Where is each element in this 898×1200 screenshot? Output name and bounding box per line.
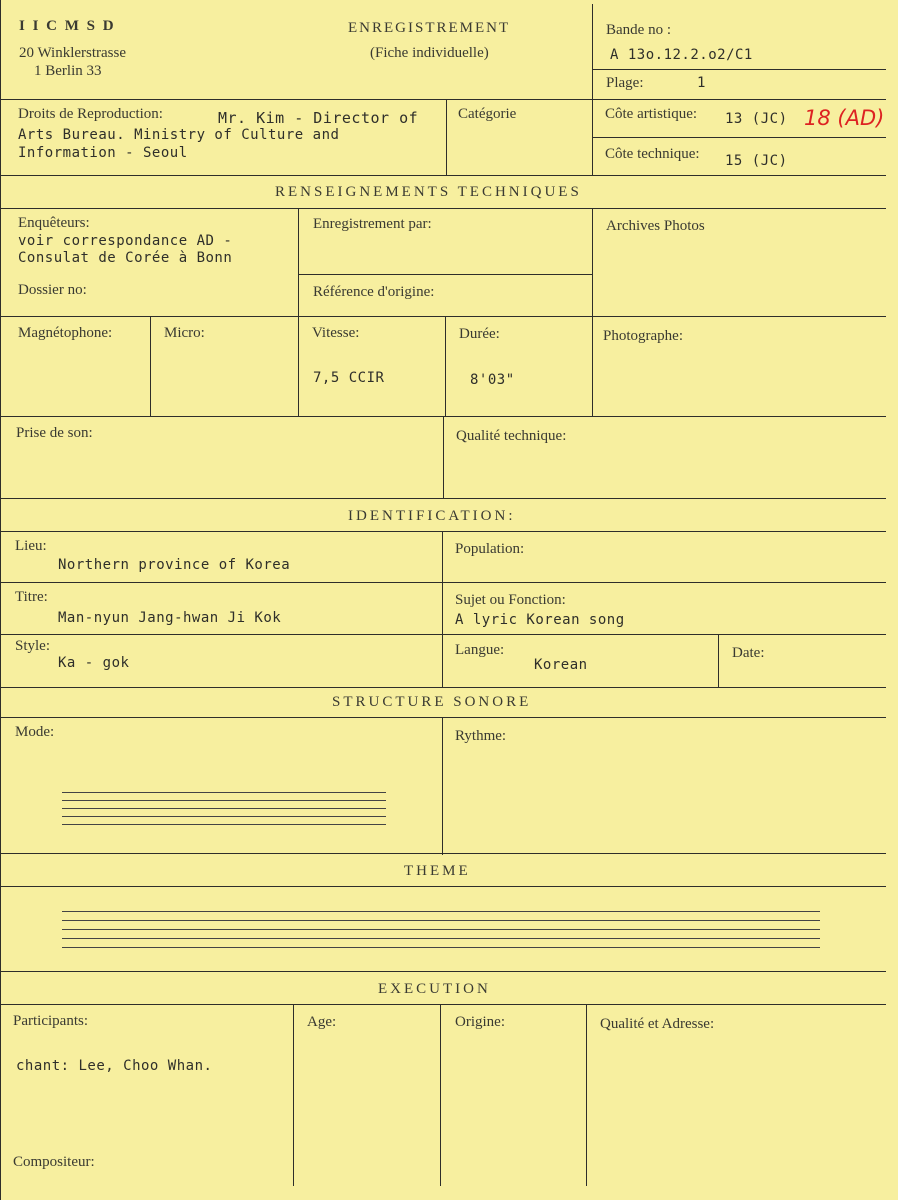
institution-logo: I I C M S D (19, 18, 116, 34)
langue-label: Langue: (455, 642, 505, 658)
divider (0, 531, 886, 532)
style-label: Style: (15, 638, 51, 654)
mode-label: Mode: (15, 724, 55, 740)
divider (718, 634, 719, 687)
divider (0, 0, 1, 1200)
section-title-theme: THEME (404, 863, 471, 879)
cote-artistique-label: Côte artistique: (605, 106, 698, 122)
plage-label: Plage: (606, 75, 644, 91)
divider (298, 208, 299, 416)
divider (446, 99, 447, 175)
divider (0, 498, 886, 499)
lieu-value: Northern province of Korea (58, 557, 291, 573)
divider (293, 1004, 294, 1186)
photographe-label: Photographe: (603, 328, 683, 344)
vitesse-label: Vitesse: (312, 325, 360, 341)
divider (442, 717, 443, 855)
divider (298, 274, 592, 275)
section-title-structure: STRUCTURE SONORE (332, 694, 532, 710)
divider (0, 316, 886, 317)
divider (150, 316, 151, 416)
titre-label: Titre: (15, 589, 48, 605)
age-label: Age: (307, 1014, 337, 1030)
divider (592, 208, 593, 416)
enqueteurs-line2: Consulat de Corée à Bonn (18, 250, 233, 266)
reference-label: Référence d'origine: (313, 284, 435, 300)
section-title-technical: RENSEIGNEMENTS TECHNIQUES (275, 184, 582, 200)
duree-label: Durée: (459, 326, 500, 342)
section-title-execution: EXECUTION (378, 981, 491, 997)
rights-line1: Mr. Kim - Director of (218, 109, 419, 127)
titre-value: Man-nyun Jang-hwan Ji Kok (58, 610, 282, 626)
cote-technique-value: 15 (JC) (725, 153, 788, 169)
magnetophone-label: Magnétophone: (18, 325, 113, 341)
divider (440, 1004, 441, 1186)
population-label: Population: (455, 541, 525, 557)
divider (592, 137, 886, 138)
participants-label: Participants: (13, 1013, 88, 1029)
duree-value: 8'03" (470, 372, 515, 388)
form-title: ENREGISTREMENT (348, 20, 511, 36)
origine-label: Origine: (455, 1014, 505, 1030)
divider (0, 99, 886, 100)
form-subtitle: (Fiche individuelle) (370, 45, 489, 61)
rights-line2: Arts Bureau. Ministry of Culture and (18, 127, 340, 143)
cote-technique-label: Côte technique: (605, 146, 700, 162)
enqueteurs-line1: voir correspondance AD - (18, 233, 233, 249)
rights-line3: Information - Seoul (18, 145, 188, 161)
divider (0, 687, 886, 688)
divider (0, 886, 886, 887)
address-line2: 1 Berlin 33 (34, 63, 102, 79)
divider (592, 4, 593, 100)
compositeur-label: Compositeur: (13, 1154, 95, 1170)
rythme-label: Rythme: (455, 728, 507, 744)
divider (0, 175, 886, 176)
dossier-label: Dossier no: (18, 282, 87, 298)
lieu-label: Lieu: (15, 538, 47, 554)
qualite-technique-label: Qualité technique: (456, 428, 567, 444)
cote-artistique-handwritten: 18 (AD) (804, 106, 885, 130)
divider (442, 531, 443, 687)
enregistrement-par-label: Enregistrement par: (313, 216, 432, 232)
divider (0, 717, 886, 718)
divider (0, 634, 886, 635)
divider (0, 208, 886, 209)
prise-de-son-label: Prise de son: (16, 425, 93, 441)
section-title-identification: IDENTIFICATION: (348, 508, 516, 524)
sujet-value: A lyric Korean song (455, 612, 625, 628)
bande-value: A 13o.12.2.o2/C1 (610, 47, 753, 63)
style-value: Ka - gok (58, 655, 130, 671)
divider (0, 582, 886, 583)
categorie-label: Catégorie (458, 106, 517, 122)
enqueteurs-label: Enquêteurs: (18, 215, 90, 231)
divider (443, 416, 444, 498)
divider (592, 69, 886, 70)
divider (0, 853, 886, 854)
rights-label: Droits de Reproduction: (18, 106, 163, 122)
archives-photos-label: Archives Photos (606, 218, 705, 234)
plage-value: 1 (697, 75, 706, 91)
qualite-adresse-label: Qualité et Adresse: (600, 1016, 715, 1032)
sujet-label: Sujet ou Fonction: (455, 592, 566, 608)
address-line1: 20 Winklerstrasse (19, 45, 127, 61)
divider (0, 971, 886, 972)
divider (0, 1004, 886, 1005)
date-label: Date: (732, 645, 765, 661)
micro-label: Micro: (164, 325, 205, 341)
cote-artistique-value: 13 (JC) (725, 111, 788, 127)
divider (586, 1004, 587, 1186)
bande-label: Bande no : (606, 22, 671, 38)
participants-value: chant: Lee, Choo Whan. (16, 1058, 213, 1074)
divider (445, 316, 446, 416)
langue-value: Korean (534, 657, 588, 673)
vitesse-value: 7,5 CCIR (313, 370, 385, 386)
